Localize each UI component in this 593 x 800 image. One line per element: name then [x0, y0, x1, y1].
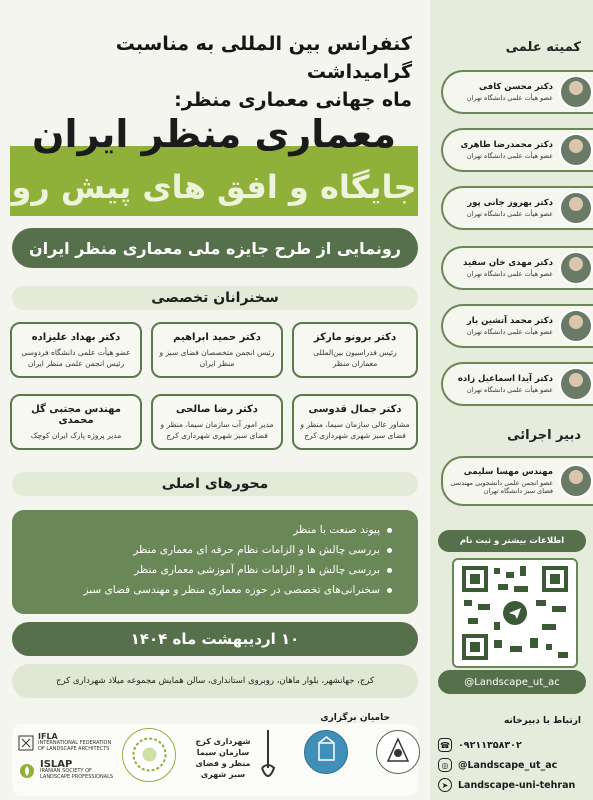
speaker-desc: مشاور عالی سازمان سیما، منظر و فضای سبز شهری شهرداری کرج	[300, 420, 410, 440]
instagram-handle-button[interactable]: @Landscape_ut_ac	[438, 670, 586, 694]
topics-heading: محورهای اصلی	[12, 472, 418, 496]
speakers-heading: سخنرانان تخصصی	[12, 286, 418, 310]
committee-member	[441, 304, 593, 348]
karaj-line: سازمان سیما	[196, 748, 250, 757]
topic-item: سخنرانی‌های تخصصی در حوزه معماری منظر و مهندسی فضای سبز	[22, 580, 392, 600]
registration-qr-code[interactable]	[452, 558, 578, 668]
contact-instagram[interactable]	[438, 758, 557, 772]
karaj-line: سبز شهری	[200, 770, 246, 779]
member-name: دکتر آیدا اسماعیل زاده	[457, 374, 553, 384]
member-desc: عضو هیأت علمی دانشگاه تهران	[466, 386, 553, 394]
committee-heading: کمیته علمی	[505, 40, 581, 55]
ifla-line: OF LANDSCAPE ARCHITECTS	[38, 746, 110, 752]
avatar	[559, 191, 593, 225]
committee-member	[441, 246, 593, 290]
subtitle: جایگاه و افق های پیش رو	[11, 168, 417, 206]
contact-telegram[interactable]	[438, 778, 575, 792]
committee-member	[441, 186, 593, 230]
avatar	[559, 251, 593, 285]
conference-intro	[12, 30, 412, 114]
event-address: کرج، جهانشهر، بلوار ماهان، روبروی استانداری، سالن همایش مجموعه میلاد شهرداری کرج	[12, 664, 418, 698]
speaker-desc: رئیس فدراسیون بین‌المللی معماران منظر	[313, 348, 397, 368]
member-name: دکتر مهدی خان سفید	[463, 258, 553, 268]
avatar	[559, 367, 593, 401]
speaker-desc: مدیر امور آب سازمان سیما، منظر و فضای سبز شهری شهرداری کرج	[160, 420, 274, 440]
event-date: ۱۰ اردیبهشت ماه ۱۴۰۴	[12, 622, 418, 656]
speaker-card	[10, 322, 142, 378]
member-name: دکتر بهروز جانی پور	[467, 198, 553, 208]
telegram-icon: ➤	[438, 778, 452, 792]
member-desc: عضو هیأت علمی دانشگاه تهران	[466, 94, 553, 102]
more-info-label: اطلاعات بیشتر و ثبت نام	[438, 530, 586, 552]
phone-icon: ☎	[438, 738, 452, 752]
speaker-name: دکتر حمید ابراهیم	[173, 332, 261, 343]
member-name: مهندس مهسا سلیمی	[463, 467, 553, 477]
topics-list	[12, 510, 418, 614]
karaj-municipality-logo	[192, 736, 254, 780]
university-tehran-logo	[304, 730, 348, 774]
ifla-logo	[18, 734, 111, 752]
member-desc: عضو هیأت علمی دانشگاه تهران	[466, 328, 553, 336]
avatar	[559, 464, 593, 498]
instagram-text: @Landscape_ut_ac	[458, 759, 558, 771]
avatar	[559, 75, 593, 109]
phone-number: ۰۹۲۱۱۳۵۸۳۰۲	[458, 739, 522, 751]
main-title: معماری منظر ایران	[32, 112, 396, 156]
avatar	[559, 309, 593, 343]
member-desc: عضو هیأت علمی دانشگاه تهران	[466, 270, 553, 278]
intro-line-1: کنفرانس بین المللی به مناسبت گرامیداشت	[115, 33, 412, 83]
islap-logo	[18, 759, 114, 780]
speaker-name: مهندس مجتبی گل محمدی	[31, 404, 121, 426]
member-desc: عضو انجمن علمی دانشجویی مهندسی فضای سبز دانشگاه تهران	[450, 479, 553, 495]
executive-heading: دبیر اجرائی	[507, 428, 581, 443]
ifla-icon	[18, 735, 34, 751]
member-desc: عضو هیأت علمی دانشگاه تهران	[466, 210, 553, 218]
contact-phone[interactable]	[438, 738, 522, 752]
sponsors-heading: حامیان برگزاری	[320, 713, 390, 723]
speaker-card	[151, 394, 283, 450]
islap-line: IRANIAN SOCIETY OF	[40, 768, 92, 774]
intro-line-2: ماه جهانی معماری منظر:	[174, 89, 412, 111]
speaker-name: دکتر برونو مارکز	[313, 332, 397, 343]
executive-member	[441, 456, 593, 506]
committee-member	[441, 128, 593, 172]
karaj-line: شهرداری کرج	[195, 737, 251, 746]
speaker-name: دکتر رضا صالحی	[176, 404, 258, 415]
islap-icon	[18, 762, 36, 780]
member-name: دکتر محسن کافی	[479, 82, 553, 92]
music-instrument-logo	[258, 728, 278, 784]
committee-member	[441, 362, 593, 406]
contact-heading: ارتباط با دبیرخانه	[503, 716, 581, 726]
ifla-line: INTERNATIONAL FEDERATION	[38, 740, 112, 746]
speaker-desc: عضو هیأت علمی دانشگاه فردوسی رئیس انجمن علمی منظر ایران	[21, 348, 131, 368]
speaker-name: دکتر بهداد علیزاده	[31, 332, 121, 343]
topic-item: پیوند صنعت با منظر	[22, 520, 392, 540]
speaker-card	[292, 322, 418, 378]
member-name: دکتر محمد آتشین بار	[466, 316, 553, 326]
member-name: دکتر محمدرضا طاهری	[460, 140, 553, 150]
member-desc: عضو هیأت علمی دانشگاه تهران	[466, 152, 553, 160]
ifla-name: IFLA	[38, 732, 58, 741]
seal-logo	[122, 728, 176, 782]
speaker-name: دکتر جمال قدوسی	[308, 404, 402, 415]
avatar	[559, 133, 593, 167]
speaker-card	[10, 394, 142, 450]
topic-item: بررسی چالش ها و الزامات نظام حرفه ای معماری منظر	[22, 540, 392, 560]
karaj-line: منظر و فضای	[195, 759, 251, 768]
islap-line: LANDSCAPE PROFESSIONALS	[40, 774, 114, 780]
speaker-card	[151, 322, 283, 378]
islap-name: ISLAP	[40, 759, 73, 770]
committee-member	[441, 70, 593, 114]
speaker-desc: رئیس انجمن متخصصان فضای سبز و منظر ایران	[159, 348, 275, 368]
topic-item: بررسی چالش ها و الزامات نظام آموزشی معماری منظر	[22, 560, 392, 580]
instagram-icon: ◎	[438, 758, 452, 772]
speaker-desc: مدیر پروژه پارک ایران کوچک	[30, 431, 122, 440]
telegram-text: Landscape-uni-tehran	[458, 779, 576, 791]
award-unveil-banner: رونمایی از طرح جایزه ملی معماری منظر ایران	[12, 228, 418, 268]
university-emblem-logo	[376, 730, 420, 774]
speaker-card	[292, 394, 418, 450]
